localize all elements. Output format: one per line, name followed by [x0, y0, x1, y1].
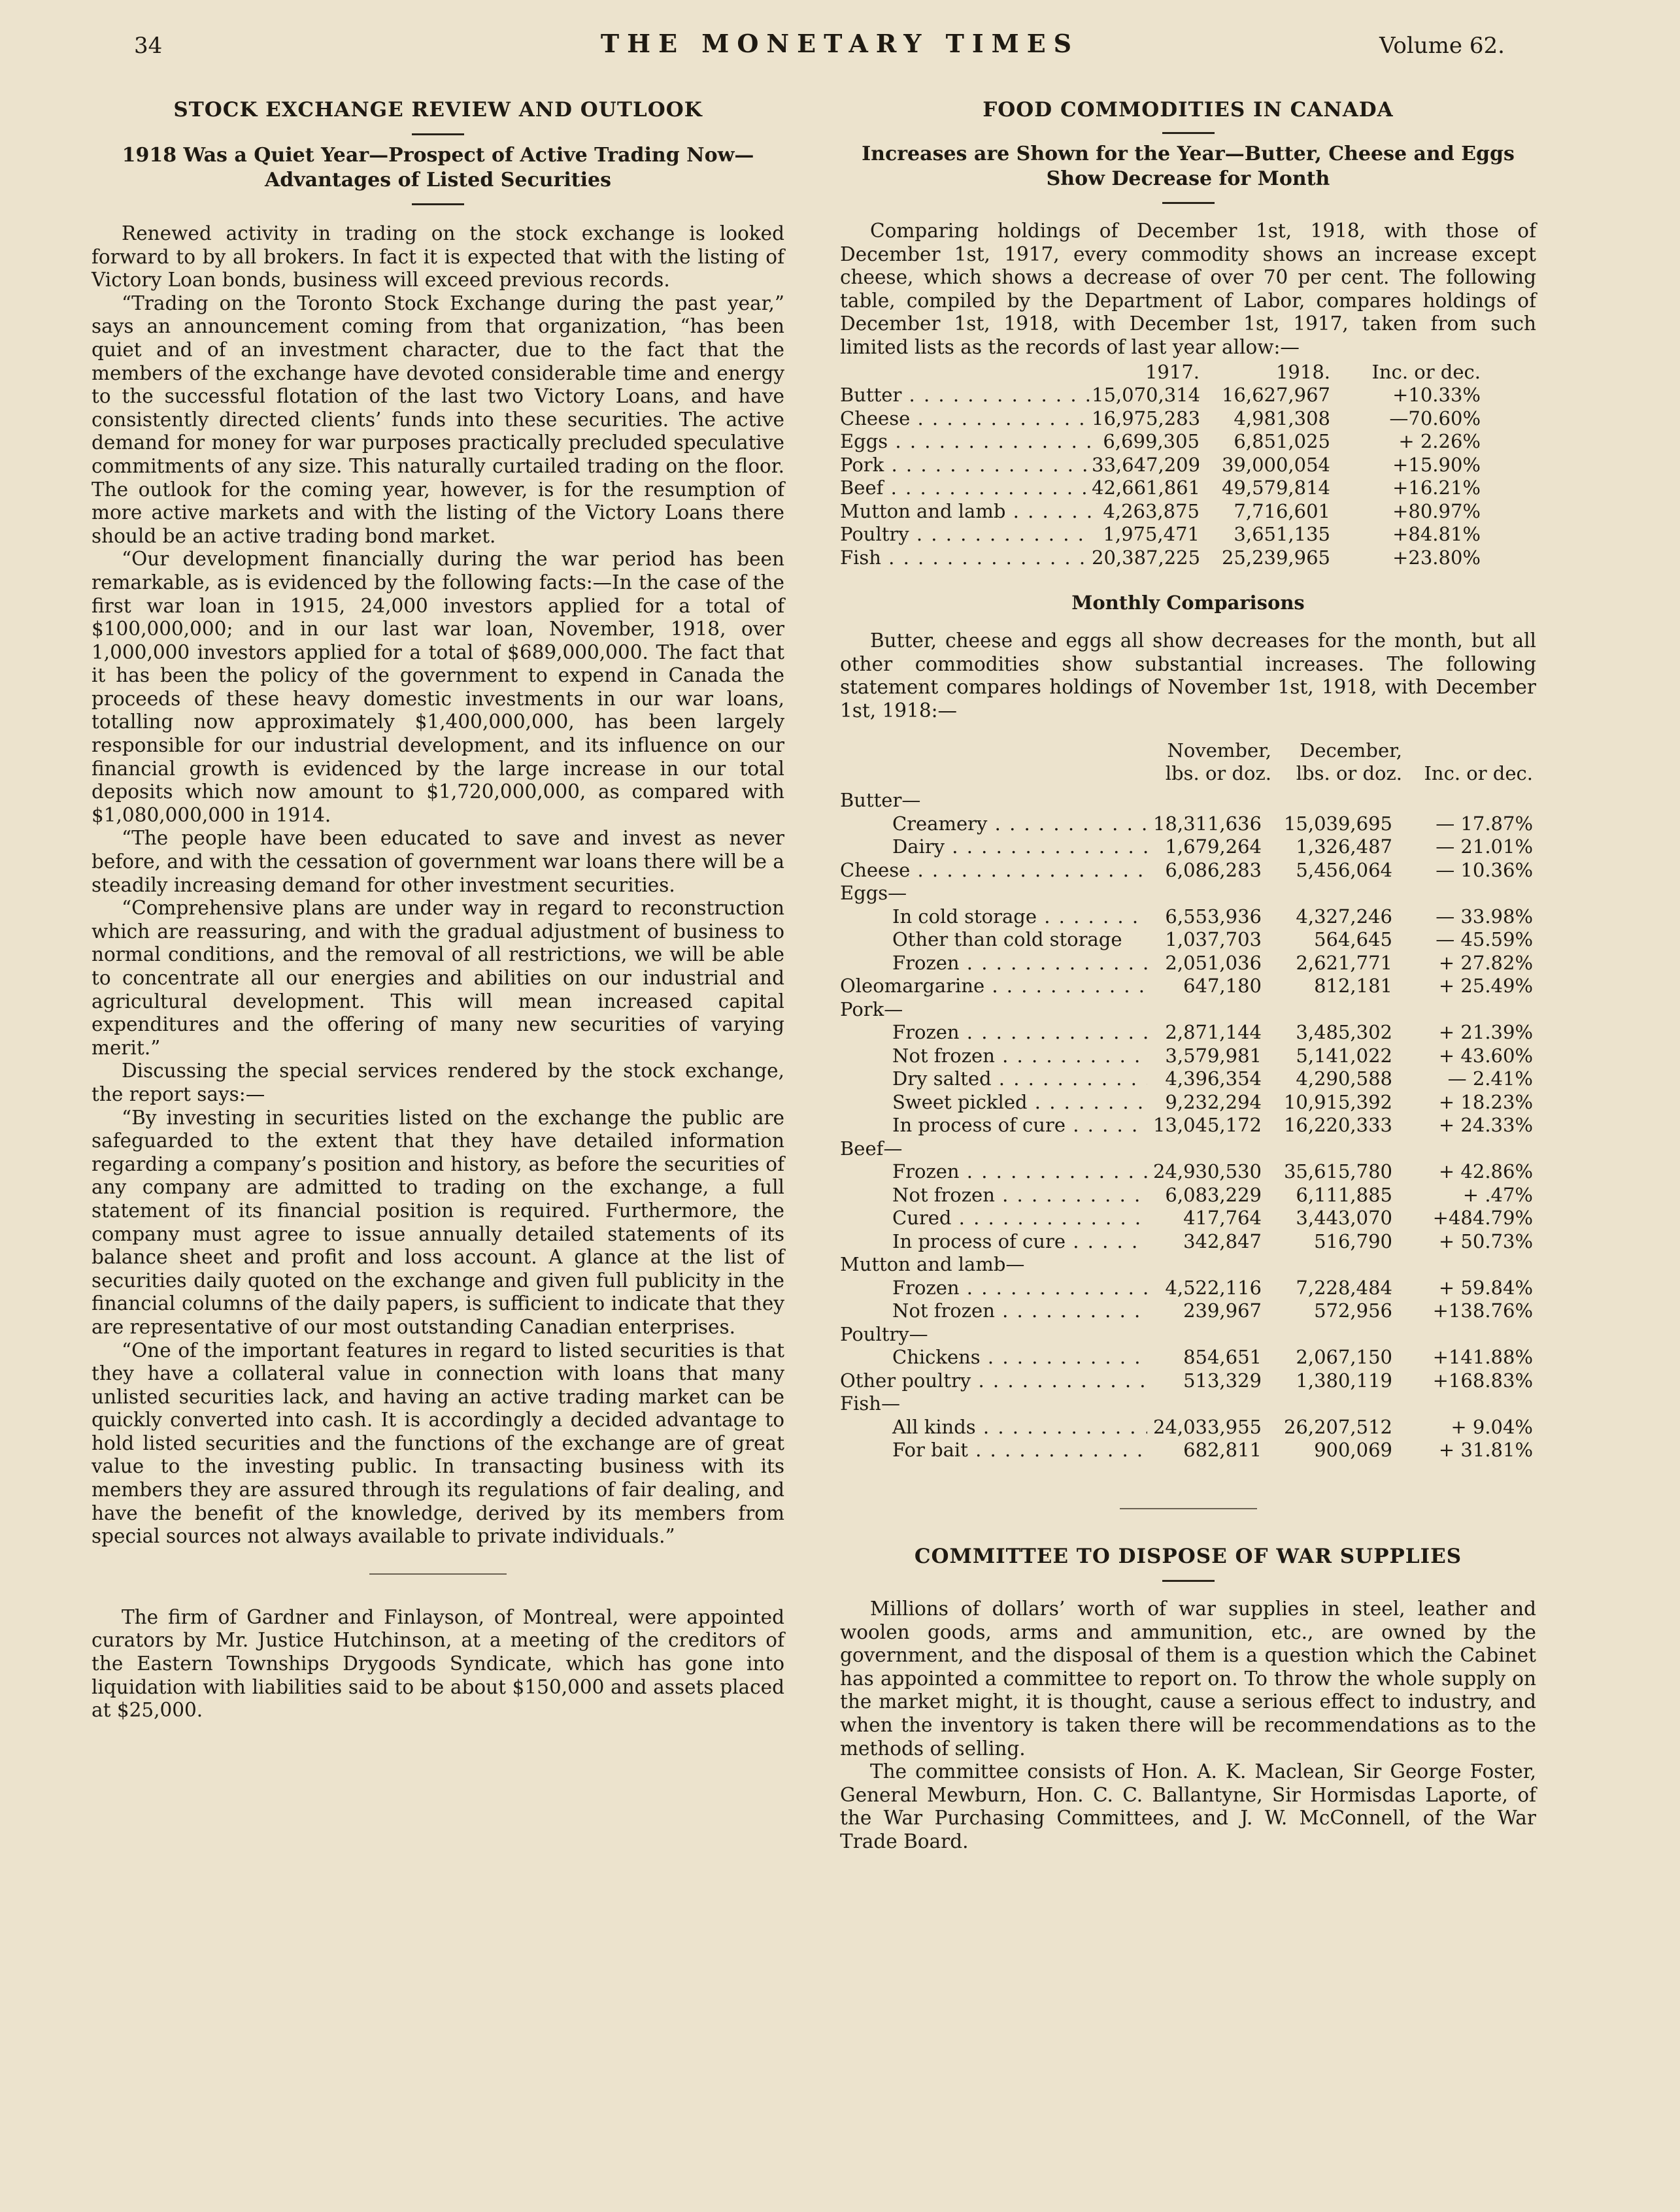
table-cell-december: 5,141,022 [1296, 1044, 1392, 1067]
table-cell-value-1917: 16,975,283 [1092, 407, 1201, 429]
table-cell-change: +484.79% [1432, 1207, 1533, 1230]
table-cell-december: 3,443,070 [1296, 1207, 1392, 1230]
table-cell-value-1918: 16,627,967 [1221, 384, 1330, 407]
table-cell-label: Cheese [840, 407, 911, 429]
table-cell-label: Creamery [892, 812, 988, 835]
table-cell-change: + .47% [1462, 1183, 1533, 1206]
page-number: 34 [134, 33, 163, 59]
war-supplies-body [840, 1598, 1536, 1854]
page-header [0, 29, 1680, 75]
table-cell-change: — 17.87% [1436, 812, 1533, 835]
table-row [840, 1067, 1536, 1091]
table-cell-value-1917: 33,647,209 [1092, 453, 1201, 476]
section-divider [369, 1573, 507, 1575]
paragraph: “By investing in securities listed on the exchange the public are safeguarded to the extent that they have detailed information regarding a company’s position and history, as before the securities of any company are admitted to trading on the exchange, a full statement of its financial position is required. Furthermore, the company must agree to issue annually detailed statements of its balance sheet and profit and loss account. A glance at the list of securities daily quoted on the exchange and given full publicity in the financial columns of the daily papers, is sufficient to indicate that they are representative of our most outstanding Canadian enterprises. [92, 1106, 784, 1338]
table-row [840, 500, 1536, 524]
table-cell-value-1917: 42,661,861 [1092, 477, 1201, 499]
table-cell-label: Dairy [892, 835, 945, 858]
table-cell-value-1917: 20,387,225 [1092, 546, 1201, 569]
stock-article-subtitle: Advantages of Listed Securities [265, 169, 611, 192]
food-article-intro [840, 220, 1536, 360]
table-cell-label: Not frozen [892, 1299, 995, 1322]
table-cell-item [840, 1253, 1147, 1277]
table-cell-december: 3,485,302 [1296, 1021, 1392, 1044]
table-cell-item [840, 500, 1092, 524]
table-header-cell: November, [1167, 739, 1271, 762]
table-header-row [840, 762, 1536, 785]
table-row [840, 1369, 1536, 1393]
table-cell-change: —70.60% [1389, 407, 1481, 429]
table-group-row [840, 998, 1536, 1022]
table-cell-november: 6,086,283 [1165, 858, 1262, 881]
table-cell-item [840, 1091, 1147, 1114]
stock-article-title: STOCK EXCHANGE REVIEW AND OUTLOOK [173, 98, 703, 122]
paragraph: “Comprehensive plans are under way in regard to reconstruction which are reassuring, and with the gradual adjustment of business to normal conditions, and the removal of all restrictions, we will be able to concentrate all our energies and abilities on our industrial and agricultural development. This will mean increased capital expenditures and the offering of many new securities of varying merit.” [92, 897, 784, 1059]
table-cell-item [840, 905, 1147, 929]
table-cell-december: 4,290,588 [1296, 1067, 1392, 1090]
table-cell-item [840, 1160, 1147, 1184]
table-cell-november: 4,396,354 [1165, 1067, 1262, 1090]
table-cell-change: + 21.39% [1438, 1021, 1533, 1044]
table-cell-label: Not frozen [892, 1183, 995, 1206]
table-group-row [840, 789, 1536, 813]
volume-label: Volume 62. [1379, 33, 1505, 59]
table-cell-label: Poultry— [840, 1322, 928, 1345]
table-row [840, 1091, 1536, 1114]
table-row [840, 430, 1536, 454]
table-cell-item [840, 384, 1092, 407]
stock-article-body [92, 222, 784, 1549]
table-cell-label: Fish— [840, 1392, 900, 1415]
table-cell-item [840, 789, 1147, 813]
table-cell-label: In process of cure [892, 1230, 1066, 1252]
table-cell-change: + 2.26% [1398, 430, 1481, 453]
table-row [840, 905, 1536, 929]
table-row [840, 454, 1536, 477]
table-cell-label: For bait [892, 1439, 968, 1462]
table-cell-item [840, 998, 1147, 1022]
table-cell-november: 342,847 [1183, 1230, 1262, 1252]
table-header-cell: December, [1300, 739, 1402, 762]
table-cell-item [840, 859, 1147, 882]
table-cell-december: 6,111,885 [1296, 1183, 1392, 1206]
table-cell-change: +15.90% [1392, 453, 1481, 476]
table-row [840, 546, 1536, 570]
food-article-subtitle: Show Decrease for Month [1046, 167, 1330, 190]
table-cell-value-1917: 15,070,314 [1092, 384, 1201, 407]
table-cell-november: 513,329 [1183, 1369, 1262, 1392]
table-header-cell: lbs. or doz. [1296, 762, 1402, 785]
table-cell-item [840, 1184, 1147, 1207]
paragraph: “The people have been educated to save and invest as never before, and with the cessation of government war loans there will be a steadily increasing demand for other investment securities. [92, 827, 784, 896]
table-row [840, 1021, 1536, 1045]
table-cell-label: Frozen [892, 1276, 960, 1299]
table-cell-label: Fish [840, 546, 881, 569]
table-cell-change: + 24.33% [1438, 1114, 1533, 1137]
table-cell-item [840, 523, 1092, 546]
table-cell-item [840, 546, 1092, 570]
table-cell-change: — 45.59% [1436, 928, 1533, 951]
table-cell-value-1918: 25,239,965 [1221, 546, 1330, 569]
table-cell-december: 10,915,392 [1283, 1090, 1392, 1113]
table-cell-item [840, 975, 1147, 998]
table-cell-november: 2,051,036 [1165, 951, 1262, 974]
paragraph: “Our development financially during the war period has been remarkable, as is evidenced by the following facts:—In the case of the first war loan in 1915, 24,000 investors applied for a total of $100,000,000; and in our last war loan, November, 1918, over 1,000,000 investors applied for a total of $689,000,000. The fact that it has been the policy of the government to expend in Canada the proceeds of these heavy domestic investments in our war loans, totalling now approximately $1,400,000,000, has been largely responsible for our industrial development, and its influence on our financial growth is evidenced by the large increase in our total deposits which now amount to $1,720,000,000, as compared with $1,080,000,000 in 1914. [92, 548, 784, 826]
table-group-row [840, 882, 1536, 905]
table-cell-change: + 43.60% [1438, 1044, 1533, 1067]
table-row [840, 975, 1536, 998]
table-cell-november: 6,553,936 [1165, 905, 1262, 928]
table-cell-november: 24,930,530 [1152, 1160, 1262, 1183]
war-supplies-title: COMMITTEE TO DISPOSE OF WAR SUPPLIES [914, 1544, 1462, 1568]
food-article-title: FOOD COMMODITIES IN CANADA [983, 98, 1394, 122]
table-header-row [840, 361, 1536, 384]
table-cell-december: 4,327,246 [1296, 905, 1392, 928]
table-header-cell [1402, 739, 1533, 762]
table-cell-november: 1,679,264 [1165, 835, 1262, 858]
table-cell-december: 15,039,695 [1283, 812, 1392, 835]
table-cell-november: 3,579,981 [1165, 1044, 1262, 1067]
table-row [840, 1346, 1536, 1369]
table-cell-change: +23.80% [1392, 546, 1481, 569]
table-cell-item [840, 1277, 1147, 1300]
table-cell-item [840, 835, 1147, 859]
table-cell-change: — 21.01% [1436, 835, 1533, 858]
table-row [840, 1207, 1536, 1230]
table-cell-change: + 25.49% [1438, 975, 1533, 997]
table-row [840, 835, 1536, 859]
title-rule [412, 133, 464, 135]
table-cell-december: 35,615,780 [1283, 1160, 1392, 1183]
table-cell-change: + 42.86% [1438, 1160, 1533, 1183]
table-cell-label: Other poultry [840, 1369, 971, 1392]
table-cell-november: 24,033,955 [1152, 1415, 1262, 1438]
table-cell-december: 7,228,484 [1296, 1276, 1392, 1299]
table-cell-item [840, 952, 1147, 975]
table-header-row [840, 739, 1536, 762]
table-cell-change: +80.97% [1392, 499, 1481, 522]
table-cell-item [840, 1299, 1147, 1323]
table-cell-value-1917: 4,263,875 [1103, 499, 1200, 522]
table-cell-december: 900,069 [1314, 1439, 1392, 1462]
table-cell-item [840, 407, 1092, 431]
publication-title: THE MONETARY TIMES [600, 29, 1080, 58]
table-cell-item [840, 1230, 1147, 1254]
food-article-subtitle: Increases are Shown for the Year—Butter, Cheese and Eggs [862, 142, 1515, 165]
table-cell-november: 2,871,144 [1165, 1021, 1262, 1044]
table-cell-label: Cheese [840, 858, 911, 881]
table-cell-value-1917: 6,699,305 [1103, 430, 1200, 453]
table-group-row [840, 1137, 1536, 1161]
table-cell-label: Sweet pickled [892, 1090, 1028, 1113]
table-cell-item [840, 1137, 1147, 1161]
table-row [840, 1416, 1536, 1439]
paragraph: Renewed activity in trading on the stock exchange is looked forward to by all brokers. In fact it is expected that with the listing of Victory Loan bonds, business will exceed previous records. [92, 222, 784, 292]
left-column [92, 98, 784, 1722]
table-cell-item [840, 1346, 1147, 1369]
table-cell-label: In process of cure [892, 1114, 1066, 1137]
table-row [840, 859, 1536, 882]
table-cell-value-1918: 6,851,025 [1234, 430, 1330, 453]
monthly-intro [840, 629, 1536, 722]
table-cell-november: 9,232,294 [1165, 1090, 1262, 1113]
table-header-cell: Inc. or dec. [1371, 360, 1481, 383]
table-header-cell: 1918. [1275, 360, 1330, 383]
table-cell-change: + 27.82% [1438, 951, 1533, 974]
table-cell-item [840, 1323, 1147, 1347]
table-row [840, 1114, 1536, 1137]
table-cell-december: 516,790 [1314, 1230, 1392, 1252]
paragraph: “One of the important features in regard to listed securities is that they have a collateral value in connection with loans that many unlisted securities lack, and having an active trading market can be quickly converted into cash. It is accordingly a decided advantage to hold listed securities and the functions of the exchange are of great value to the investing public. In transacting business with its members they are assured through its regulations of fair dealing, and have the benefit of the knowledge, derived by its members from special sources not always available to private individuals.” [92, 1339, 784, 1548]
table-cell-label: Eggs— [840, 882, 907, 905]
table-cell-label: Other than cold storage [892, 928, 1122, 951]
table-cell-label: Butter— [840, 789, 921, 812]
table-cell-december: 564,645 [1314, 928, 1392, 951]
table-cell-item [840, 928, 1147, 952]
table-cell-value-1918: 3,651,135 [1234, 523, 1330, 546]
table-cell-change: +10.33% [1392, 384, 1481, 407]
table-cell-november: 682,811 [1183, 1439, 1262, 1462]
annual-holdings-table [840, 361, 1536, 570]
table-cell-change: + 9.04% [1451, 1415, 1533, 1438]
table-cell-november: 239,967 [1183, 1299, 1262, 1322]
table-row [840, 813, 1536, 836]
table-cell-item [840, 1021, 1147, 1045]
table-cell-item [840, 1067, 1147, 1091]
table-row [840, 1299, 1536, 1323]
subtitle-rule [1162, 202, 1215, 204]
table-cell-label: Cured [892, 1207, 952, 1230]
table-cell-label: Pork [840, 453, 884, 476]
table-cell-item [840, 1416, 1147, 1439]
table-cell-change: +141.88% [1432, 1346, 1533, 1369]
table-cell-label: Chickens [892, 1346, 981, 1369]
table-cell-item [840, 1045, 1147, 1068]
table-cell-label: Frozen [892, 1160, 960, 1183]
table-cell-december: 812,181 [1314, 975, 1392, 997]
table-cell-item [840, 1114, 1147, 1137]
table-cell-change: + 50.73% [1438, 1230, 1533, 1252]
table-cell-label: Mutton and lamb— [840, 1253, 1025, 1276]
table-cell-november: 647,180 [1183, 975, 1262, 997]
table-cell-december: 2,067,150 [1296, 1346, 1392, 1369]
paragraph: Butter, cheese and eggs all show decreases for the month, but all other commodities show substantial increases. The following statement compares holdings of November 1st, 1918, with December 1st, 1918:— [840, 629, 1536, 722]
table-cell-item [840, 882, 1147, 905]
table-cell-item [840, 1207, 1147, 1230]
table-row [840, 1184, 1536, 1207]
monthly-comparisons-heading: Monthly Comparisons [1071, 592, 1305, 614]
curators-note [92, 1606, 784, 1722]
table-cell-label: Oleomargarine [840, 975, 985, 997]
table-cell-change: +138.76% [1432, 1299, 1533, 1322]
table-cell-label: Beef [840, 477, 884, 499]
table-row [840, 1160, 1536, 1184]
table-cell-november: 13,045,172 [1152, 1114, 1262, 1137]
table-cell-november: 4,522,116 [1165, 1276, 1262, 1299]
table-cell-item [840, 813, 1147, 836]
title-rule [1162, 1580, 1215, 1582]
paragraph: Discussing the special services rendered by the stock exchange, the report says:— [92, 1060, 784, 1105]
table-header-cell: lbs. or doz. [1165, 762, 1271, 785]
table-header-cell: Inc. or dec. [1424, 762, 1533, 785]
table-cell-change: — 10.36% [1436, 858, 1533, 881]
table-cell-label: Not frozen [892, 1044, 995, 1067]
table-cell-change: +168.83% [1432, 1369, 1533, 1392]
table-row [840, 1045, 1536, 1068]
table-row [840, 407, 1536, 431]
table-row [840, 477, 1536, 500]
table-cell-value-1918: 49,579,814 [1221, 477, 1330, 499]
table-cell-november: 854,651 [1183, 1346, 1262, 1369]
table-cell-label: Dry salted [892, 1067, 992, 1090]
table-cell-item [840, 1439, 1147, 1462]
table-cell-item [840, 454, 1092, 477]
table-cell-label: Eggs [840, 430, 888, 453]
table-cell-change: +84.81% [1392, 523, 1481, 546]
table-cell-change: — 33.98% [1436, 905, 1533, 928]
table-cell-november: 1,037,703 [1165, 928, 1262, 951]
table-cell-item [840, 477, 1092, 500]
paragraph: The committee consists of Hon. A. K. Maclean, Sir George Foster, General Mewburn, Hon. C. C. Ballantyne, Sir Hormisdas Laporte, of the War Purchasing Committees, and J. W. McConnell, of the War Trade Board. [840, 1760, 1536, 1852]
table-cell-november: 417,764 [1183, 1207, 1262, 1230]
table-header-cell [840, 739, 1147, 762]
table-cell-label: Poultry [840, 523, 909, 546]
table-row [840, 384, 1536, 407]
table-row [840, 1230, 1536, 1254]
table-cell-change: + 18.23% [1438, 1090, 1533, 1113]
table-cell-change: + 31.81% [1438, 1439, 1533, 1462]
table-cell-value-1917: 1,975,471 [1103, 523, 1200, 546]
table-row [840, 952, 1536, 975]
stock-article-subtitle: 1918 Was a Quiet Year—Prospect of Active Trading Now— [122, 144, 754, 167]
table-header-cell: 1917. [1145, 360, 1200, 383]
table-cell-december: 2,621,771 [1296, 951, 1392, 974]
table-row [840, 1277, 1536, 1300]
subtitle-rule [412, 203, 464, 205]
table-cell-november: 18,311,636 [1152, 812, 1262, 835]
monthly-holdings-table [840, 739, 1536, 1462]
table-header-cell [840, 361, 1092, 384]
paragraph: The firm of Gardner and Finlayson, of Montreal, were appointed curators by Mr. Justice Hutchinson, at a meeting of the creditors of the Eastern Townships Drygoods Syndicate, which has gone into liquidation with liabilities said to be about $150,000 and assets placed at $25,000. [92, 1605, 784, 1722]
table-cell-november: 6,083,229 [1165, 1183, 1262, 1206]
table-cell-value-1918: 4,981,308 [1234, 407, 1330, 429]
right-column [840, 98, 1536, 1853]
table-row [840, 928, 1536, 952]
paragraph: “Trading on the Toronto Stock Exchange during the past year,” says an announcement coming from that organization, “has been quiet and of an investment character, due to the fact that the members of the exchange have devoted considerable time and energy to the successful flotation of the last two Victory Loans, and have consistently directed clients’ funds into these securities. The active demand for money for war purposes practically precluded speculative commitments of any size. This naturally curtailed trading on the floor. The outlook for the coming year, however, is for the resumption of more active markets and with the listing of the Victory Loans there should be an active trading bond market. [92, 292, 784, 547]
table-cell-change: + 59.84% [1438, 1276, 1533, 1299]
table-cell-item [840, 1392, 1147, 1416]
table-cell-item [840, 430, 1092, 454]
table-cell-label: In cold storage [892, 905, 1037, 928]
table-cell-december: 1,326,487 [1296, 835, 1392, 858]
title-rule [1162, 132, 1215, 134]
table-cell-value-1918: 7,716,601 [1234, 499, 1330, 522]
table-cell-label: All kinds [892, 1415, 976, 1438]
table-cell-label: Pork— [840, 997, 903, 1020]
table-cell-value-1918: 39,000,054 [1221, 453, 1330, 476]
table-group-row [840, 1392, 1536, 1416]
table-row [840, 523, 1536, 546]
table-row [840, 1439, 1536, 1462]
table-cell-label: Frozen [892, 1021, 960, 1044]
table-cell-december: 26,207,512 [1283, 1415, 1392, 1438]
table-cell-change: — 2.41% [1447, 1067, 1533, 1090]
paragraph: Millions of dollars’ worth of war supplies in steel, leather and woolen goods, arms and ammunition, etc., are owned by the government, and the disposal of them is a question which the Cabinet has appointed a committee to report on. To throw the whole supply on the market might, it is thought, cause a serious effect to industry, and when the inventory is taken there will be recommendations as to the methods of selling. [840, 1597, 1536, 1760]
table-cell-change: +16.21% [1392, 477, 1481, 499]
table-cell-december: 5,456,064 [1296, 858, 1392, 881]
section-divider [1120, 1508, 1257, 1509]
table-cell-label: Butter [840, 384, 902, 407]
table-cell-december: 16,220,333 [1283, 1114, 1392, 1137]
table-cell-december: 1,380,119 [1296, 1369, 1392, 1392]
table-group-row [840, 1253, 1536, 1277]
table-cell-item [840, 1369, 1147, 1393]
table-cell-december: 572,956 [1314, 1299, 1392, 1322]
table-cell-label: Mutton and lamb [840, 499, 1006, 522]
table-header-cell [840, 762, 1147, 785]
table-group-row [840, 1323, 1536, 1347]
paragraph: Comparing holdings of December 1st, 1918, with those of December 1st, 1917, every commodity shows an increase except cheese, which shows a decrease of over 70 per cent. The following table, compiled by the Department of Labor, compares holdings of December 1st, 1918, with December 1st, 1917, taken from such limited lists as the records of last year allow:— [840, 220, 1536, 358]
table-cell-label: Beef— [840, 1137, 903, 1160]
table-cell-label: Frozen [892, 951, 960, 974]
